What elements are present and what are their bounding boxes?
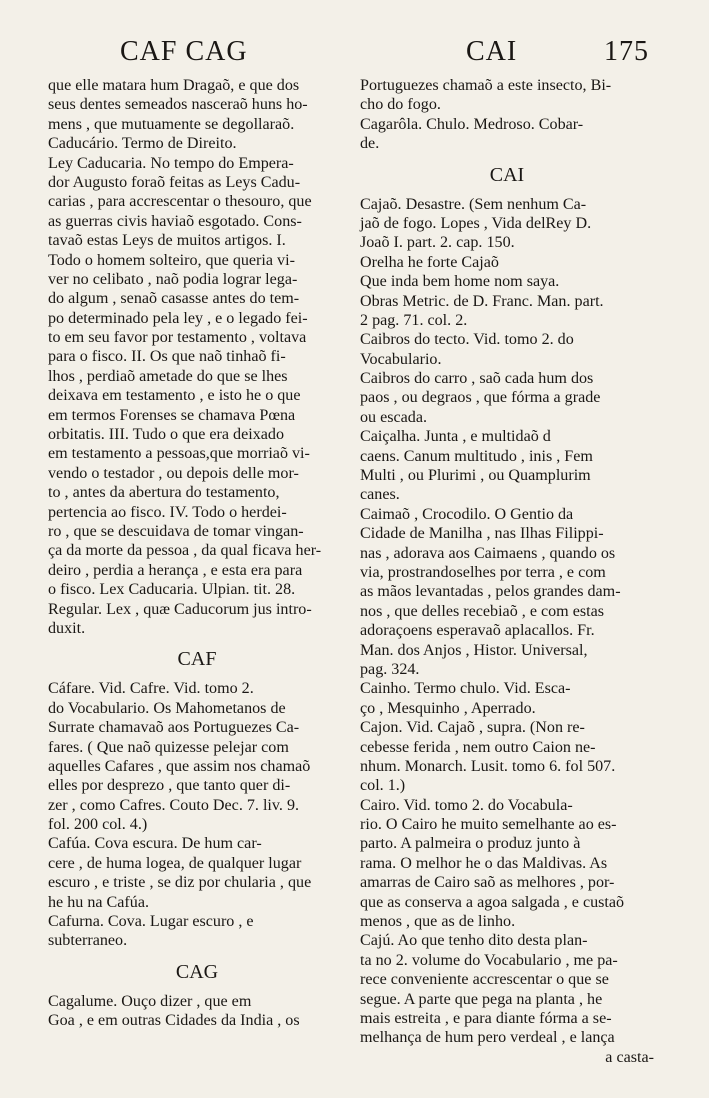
- text-line: parto. A palmeira o produz junto à: [360, 835, 581, 853]
- text-line: Vocabulario.: [360, 350, 442, 368]
- text-line: ou escada.: [360, 408, 428, 426]
- page-number: 175: [604, 36, 649, 67]
- text-line: amarras de Cairo saõ as melhores , por-: [360, 874, 615, 892]
- text-line: Goa , e em outras Cidades da India , os: [48, 1012, 300, 1030]
- text-line: 2 pag. 71. col. 2.: [360, 311, 468, 329]
- text-line: Caiçalha. Junta , e multidaõ d: [360, 428, 551, 446]
- text-line: subterraneo.: [48, 932, 128, 950]
- text-line: Cafúa. Cova escura. De hum car-: [48, 835, 262, 853]
- text-line: ça da morte da pessoa , da qual ficava her-: [48, 542, 322, 560]
- text-line: rio. O Cairo he muito semelhante ao es-: [360, 816, 617, 834]
- text-line: o fisco. Lex Caducaria. Ulpian. tit. 28.: [48, 581, 296, 599]
- text-line: nos , que delles recebiaõ , e com estas: [360, 602, 604, 620]
- text-line: vendo o testador , ou depois delle mor-: [48, 464, 299, 482]
- text-line: em termos Forenses se chamava Pœna: [48, 406, 296, 424]
- text-line: cho do fogo.: [360, 96, 441, 114]
- running-head-center: CAI: [466, 36, 518, 67]
- text-line: deixava em testamento , e isto he o que: [48, 387, 301, 405]
- text-line: aquelles Cafares , que assim nos chamaõ: [48, 757, 311, 775]
- text-line: Cajaõ. Desastre. (Sem nenhum Ca-: [360, 195, 587, 213]
- text-line: Cajon. Vid. Cajaõ , supra. (Non re-: [360, 719, 585, 737]
- text-line: duxit.: [48, 619, 86, 637]
- text-line: Caibros do tecto. Vid. tomo 2. do: [360, 331, 574, 349]
- text-line: to em seu favor por testamento , voltava: [48, 329, 307, 347]
- text-line: Que inda bem home nom saya.: [360, 273, 560, 291]
- text-line: que as conserva a agoa salgada , e custaõ: [360, 893, 625, 911]
- text-line: cebesse ferida , nem outro Caion ne-: [360, 738, 596, 756]
- text-line: Portuguezes chamaõ a este insecto, Bi-: [360, 77, 612, 94]
- text-line: rece conveniente accrescentar o que se: [360, 971, 609, 989]
- text-line: Joaõ I. part. 2. cap. 150.: [360, 234, 515, 252]
- text-line: as guerras civis haviaõ esgotado. Cons-: [48, 212, 302, 230]
- text-line: de.: [360, 135, 380, 153]
- text-line: Todo o homem solteiro, que queria vi-: [48, 251, 295, 269]
- text-line: seus dentes semeados nasceraõ huns ho-: [48, 96, 308, 114]
- text-line: nhum. Monarch. Lusit. tomo 6. fol 507.: [360, 757, 616, 775]
- text-line: escuro , e triste , se diz por chularia , que: [48, 874, 312, 892]
- text-line: tavaõ estas Leys de muitos artigos. I.: [48, 232, 286, 250]
- text-line: a casta-: [605, 1048, 654, 1066]
- section-heading: CAG: [175, 960, 219, 983]
- text-line: menos , que as de linho.: [360, 913, 516, 931]
- text-line: he hu na Cafúa.: [48, 893, 149, 911]
- text-line: Obras Metric. de D. Franc. Man. part.: [360, 292, 604, 310]
- section-heading: CAF: [177, 648, 217, 671]
- text-line: via, prostrandoselhes por terra , e com: [360, 563, 606, 581]
- text-line: Caducário. Termo de Direito.: [48, 135, 237, 153]
- text-line: fol. 200 col. 4.): [48, 816, 148, 834]
- section-heading: CAI: [489, 163, 525, 186]
- left-column: [48, 76, 346, 1031]
- text-line: nas , adorava aos Caimaens , quando os: [360, 544, 616, 562]
- text-line: Regular. Lex , quæ Caducorum jus intro-: [48, 600, 312, 618]
- running-head-left: CAF CAG: [120, 36, 248, 67]
- text-line: Cáfare. Vid. Cafre. Vid. tomo 2.: [48, 680, 254, 698]
- text-line: fares. ( Que naõ quizesse pelejar com: [48, 738, 289, 756]
- text-line: Man. dos Anjos , Histor. Universal,: [360, 641, 588, 659]
- text-line: jaõ de fogo. Lopes , Vida delRey D.: [360, 214, 592, 232]
- text-line: lhos , perdiaõ ametade do que se lhes: [48, 367, 288, 385]
- text-line: em testamento a pessoas,que morriaõ vi-: [48, 445, 310, 463]
- text-line: deiro , perdia a herança , e esta era para: [48, 561, 303, 579]
- text-line: que elle matara hum Dragaõ, e que dos: [48, 77, 300, 94]
- text-line: carias , para accrescentar o thesouro, que: [48, 193, 312, 211]
- text-line: ta no 2. volume do Vocabulario , me pa-: [360, 951, 618, 969]
- text-line: dor Augusto foraõ feitas as Leys Cadu-: [48, 173, 301, 191]
- text-line: Multi , ou Plurimi , ou Quamplurim: [360, 467, 591, 485]
- text-line: para o fisco. II. Os que naõ tinhaõ fi-: [48, 348, 286, 366]
- text-line: orbitatis. III. Tudo o que era deixado: [48, 426, 284, 444]
- right-column: [360, 76, 654, 1067]
- text-line: rama. O melhor he o das Maldivas. As: [360, 854, 608, 872]
- text-line: Caibros do carro , saõ cada hum dos: [360, 370, 594, 388]
- text-line: mens , que mutuamente se degollaraõ.: [48, 115, 295, 133]
- text-line: col. 1.): [360, 777, 406, 795]
- text-line: pag. 324.: [360, 660, 420, 678]
- text-line: Cagarôla. Chulo. Medroso. Cobar-: [360, 115, 584, 133]
- text-line: zer , como Cafres. Couto Dec. 7. liv. 9.: [48, 796, 300, 814]
- text-line: Cidade de Manilha , nas Ilhas Filippi-: [360, 525, 604, 543]
- text-line: melhança de hum pero verdeal , e lança: [360, 1029, 615, 1047]
- text-line: canes.: [360, 486, 400, 504]
- text-line: Cairo. Vid. tomo 2. do Vocabula-: [360, 796, 573, 814]
- text-line: Cafurna. Cova. Lugar escuro , e: [48, 913, 254, 931]
- text-line: do algum , senaõ casasse antes do tem-: [48, 290, 300, 308]
- text-line: mais estreita , e para diante fórma a se-: [360, 1009, 612, 1027]
- text-line: as mãos levantadas , pelos grandes dam-: [360, 583, 621, 601]
- text-line: do Vocabulario. Os Mahometanos de: [48, 699, 286, 717]
- text-line: adoraçoens esperavaõ aplacallos. Fr.: [360, 622, 595, 640]
- text-line: Cagalume. Ouço dizer , que em: [48, 992, 252, 1010]
- text-line: paos , ou degraos , que fórma a grade: [360, 389, 601, 407]
- text-line: po determinado pela ley , e o legado fei-: [48, 309, 308, 327]
- text-line: caens. Canum multitudo , inis , Fem: [360, 447, 593, 465]
- text-line: Cainho. Termo chulo. Vid. Esca-: [360, 680, 571, 698]
- text-line: pertencia ao fisco. IV. Todo o herdei-: [48, 503, 287, 521]
- text-line: Orelha he forte Cajaõ: [360, 253, 499, 271]
- text-line: Ley Caducaria. No tempo do Empera-: [48, 154, 294, 172]
- text-line: cere , de huma logea, de qualquer lugar: [48, 854, 302, 872]
- text-line: Caimaõ , Crocodilo. O Gentio da: [360, 505, 574, 523]
- text-line: elles por desprezo , que tanto quer di-: [48, 777, 291, 795]
- text-line: ro , que se descuidava de tomar vingan-: [48, 522, 304, 540]
- text-line: to , antes da abertura do testamento,: [48, 484, 280, 502]
- text-line: ver no celibato , naõ podia lograr lega-: [48, 270, 298, 288]
- text-line: Surrate chamavaõ aos Portuguezes Ca-: [48, 719, 300, 737]
- text-line: ço , Mesquinho , Aperrado.: [360, 699, 536, 717]
- text-line: Cajú. Ao que tenho dito desta plan-: [360, 932, 588, 950]
- text-line: segue. A parte que pega na planta , he: [360, 990, 603, 1008]
